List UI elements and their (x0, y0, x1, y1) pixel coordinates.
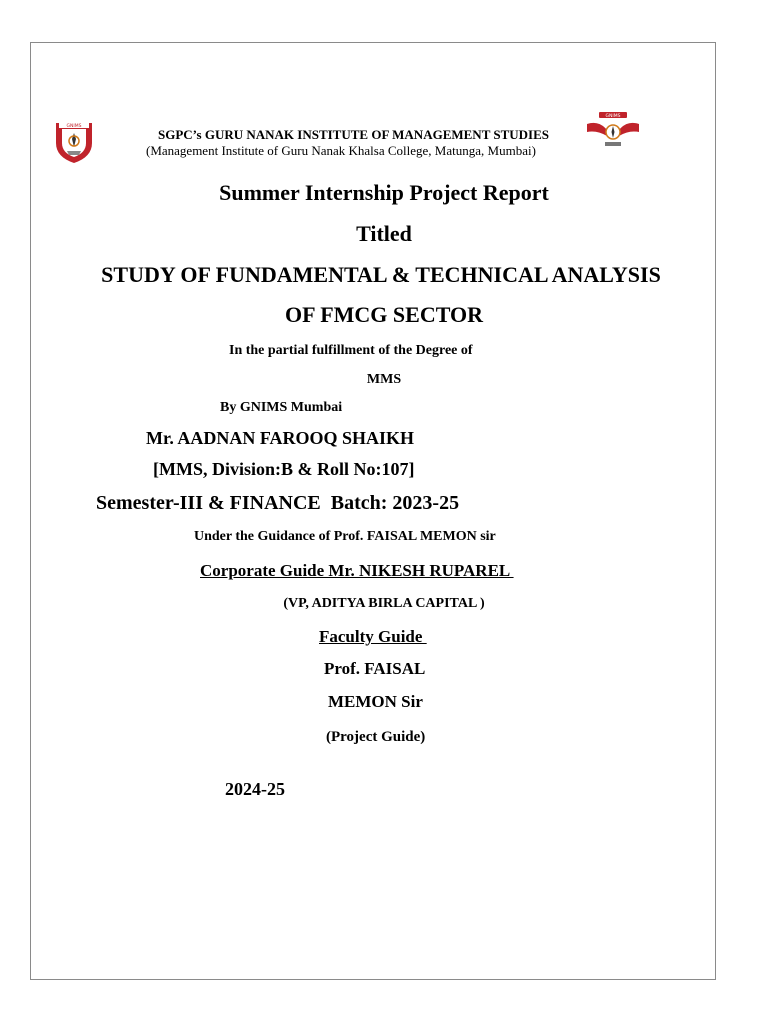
logo-text: GNIMS (66, 124, 82, 129)
logo-text: GNIMS (605, 114, 621, 119)
semester-batch: Semester-III & FINANCE Batch: 2023-25 (96, 492, 460, 514)
report-titled: Titled (356, 221, 412, 246)
institute-subtitle: (Management Institute of Guru Nanak Khalsa College, Matunga, Mumbai) (146, 143, 536, 158)
faculty-guide-name-line2: MEMON Sir (328, 692, 423, 711)
report-title-line1: STUDY OF FUNDAMENTAL & TECHNICAL ANALYSIS (101, 262, 661, 287)
faculty-guide-heading: Faculty Guide (319, 627, 427, 646)
gnims-logo-right (583, 110, 643, 150)
student-details: [MMS, Division:B & Roll No:107] (153, 459, 415, 479)
institute-name: SGPC’s GURU NANAK INSTITUTE OF MANAGEMENT STUDIES (158, 127, 550, 142)
student-name: Mr. AADNAN FAROOQ SHAIKH (146, 428, 415, 448)
gnims-logo-left (50, 117, 98, 165)
fulfillment-text: In the partial fulfillment of the Degree of (229, 343, 473, 358)
corporate-guide: Corporate Guide Mr. NIKESH RUPAREL (200, 561, 514, 580)
report-title-line2: OF FMCG SECTOR (284, 302, 483, 327)
by-institute-text: By GNIMS Mumbai (220, 400, 343, 415)
project-guide-label: (Project Guide) (326, 729, 426, 745)
guidance-text: Under the Guidance of Prof. FAISAL MEMON sir (194, 529, 496, 544)
faculty-guide-name-line1: Prof. FAISAL (324, 659, 426, 678)
academic-year: 2024-25 (225, 779, 285, 799)
report-type: Summer Internship Project Report (219, 180, 549, 205)
degree-text: MMS (366, 372, 402, 387)
corporate-guide-role: (VP, ADITYA BIRLA CAPITAL ) (283, 596, 485, 611)
